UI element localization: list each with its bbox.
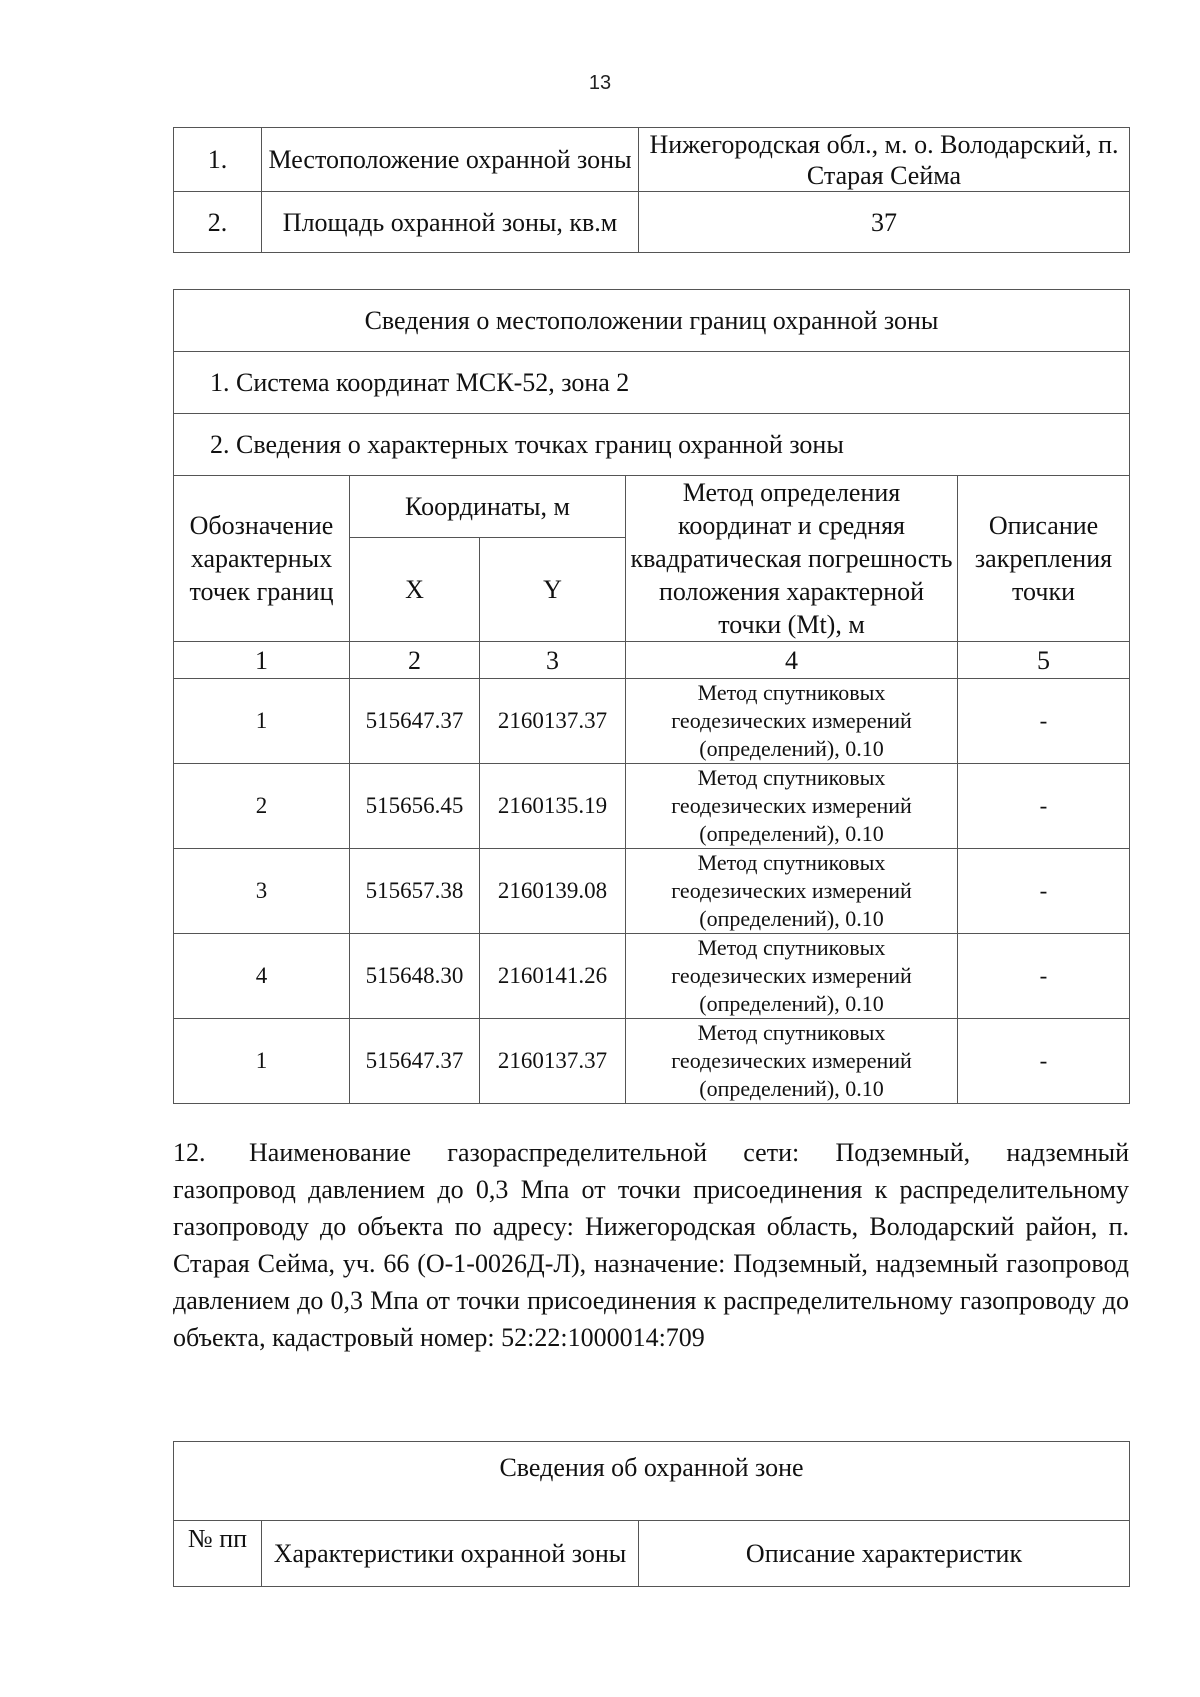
table-title-row [174,290,1130,352]
zone-summary-table [173,127,1130,253]
row-number: 2. [174,192,262,253]
column-numbers-row [174,642,1130,679]
header-row [174,476,1130,538]
description-header: Описание характеристик [639,1521,1130,1587]
point-label: 4 [174,934,350,1019]
x-value: 515648.30 [350,934,480,1019]
table-row [174,679,1130,764]
y-value: 2160139.08 [480,849,626,934]
x-value: 515656.45 [350,764,480,849]
x-value: 515647.37 [350,679,480,764]
points-title: 2. Сведения о характерных точках границ охранной зоны [174,414,1130,476]
y-value: 2160137.37 [480,679,626,764]
y-value: 2160135.19 [480,764,626,849]
boundary-points-table [173,289,1130,1104]
point-label: 1 [174,1019,350,1104]
description-value: - [958,679,1130,764]
column-number: 3 [480,642,626,679]
description-value: - [958,764,1130,849]
y-value: 2160141.26 [480,934,626,1019]
point-label: 2 [174,764,350,849]
description-value: - [958,1019,1130,1104]
table-row [174,192,1130,253]
table-row [174,849,1130,934]
row-label: Площадь охранной зоны, кв.м [262,192,639,253]
row-label: Местоположение охранной зоны [262,128,639,192]
method-header: Метод определения координат и средняя квадратическая погрешность положения характерной точки (Mt), м [626,476,958,642]
point-label: 1 [174,679,350,764]
coordinates-header: Координаты, м [350,476,626,538]
network-description-paragraph [173,1134,1129,1356]
paragraph-number: 12. [173,1138,206,1167]
characteristics-header: Характеристики охранной зоны [262,1521,639,1587]
table-row [174,764,1130,849]
column-number: 2 [350,642,480,679]
protection-zone-info-table [173,1441,1130,1587]
column-number: 5 [958,642,1130,679]
method-value: Метод спутниковых геодезических измерений (определений), 0.10 [626,849,958,934]
x-value: 515647.37 [350,1019,480,1104]
table-title: Сведения о местоположении границ охранной зоны [174,290,1130,352]
x-header: X [350,538,480,642]
column-number: 4 [626,642,958,679]
method-value: Метод спутниковых геодезических измерений (определений), 0.10 [626,679,958,764]
header-row [174,1521,1130,1587]
table-row [174,128,1130,192]
num-header: № пп [174,1521,262,1587]
description-value: - [958,849,1130,934]
description-value: - [958,934,1130,1019]
page-number: 13 [588,72,612,94]
table-row [174,1019,1130,1104]
y-header: Y [480,538,626,642]
point-label: 3 [174,849,350,934]
row-number: 1. [174,128,262,192]
coord-system: 1. Система координат МСК-52, зона 2 [174,352,1130,414]
row-value: Нижегородская обл., м. о. Володарский, п. Старая Сейма [639,128,1130,192]
table-title-row [174,1442,1130,1521]
table-title: Сведения об охранной зоне [174,1442,1130,1521]
designation-header: Обозначение характерных точек границ [174,476,350,642]
column-number: 1 [174,642,350,679]
method-value: Метод спутниковых геодезических измерений (определений), 0.10 [626,764,958,849]
description-header: Описание закрепления точки [958,476,1130,642]
y-value: 2160137.37 [480,1019,626,1104]
table-row [174,934,1130,1019]
coord-system-row [174,352,1130,414]
x-value: 515657.38 [350,849,480,934]
row-value: 37 [639,192,1130,253]
method-value: Метод спутниковых геодезических измерений (определений), 0.10 [626,1019,958,1104]
method-value: Метод спутниковых геодезических измерений (определений), 0.10 [626,934,958,1019]
points-title-row [174,414,1130,476]
paragraph-text: Наименование газораспределительной сети: Подземный, надземный газопровод давлением до 0,3 Мпа от точки присоединения к распределительному газопроводу до объекта по адресу: Нижегородская область, Володарский район, п. Старая Сейма, уч. 66 (О-1-0026Д-Л), назначение: Подземный, надземный газопровод давлением до 0,3 Мпа от точки присоединения к распределительному газопроводу до объекта, кадастровый номер: 52:22:1000014:709 [173,1138,1129,1352]
